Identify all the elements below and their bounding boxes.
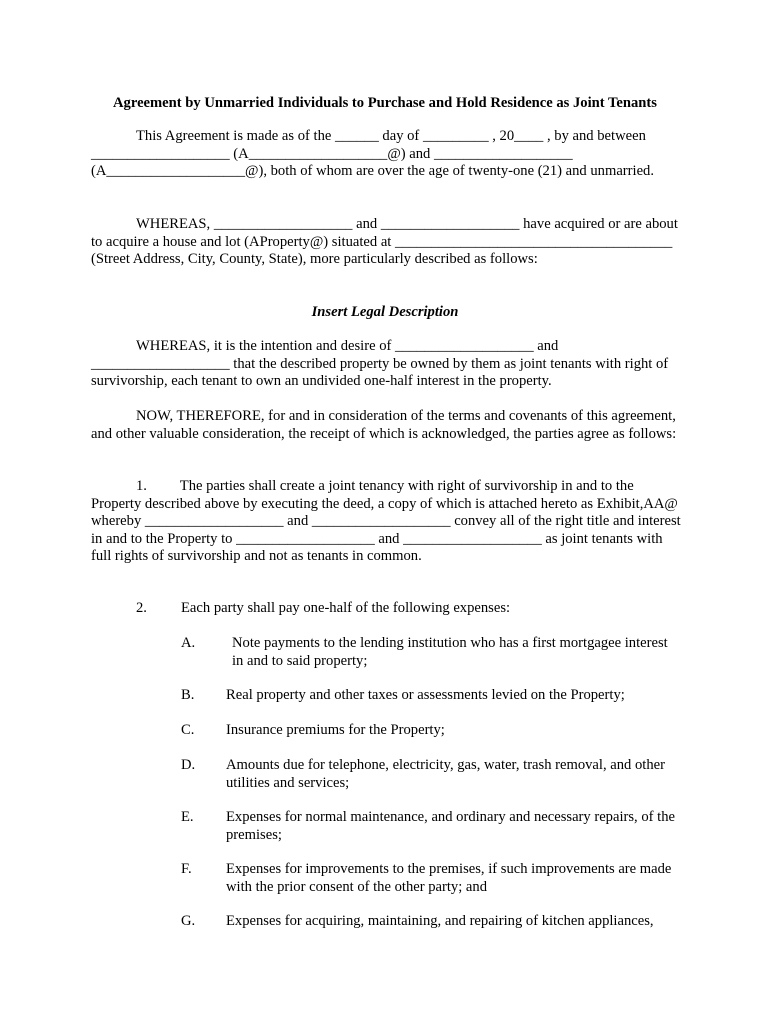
- item-label: F.: [181, 861, 192, 877]
- item-label: E.: [181, 809, 194, 825]
- item-text: Note payments to the lending institution who has a first mortgagee interest in and to said property;: [232, 635, 668, 669]
- whereas-property-paragraph: WHEREAS, ___________________ and ___________________ have acquired or are about to acquire a house and lot (AProperty@) situated at ______________________________________ (Street Address, City, County, State), more particularly described as follows:: [91, 216, 678, 268]
- section-2-number: 2.: [136, 600, 147, 616]
- intro-paragraph: This Agreement is made as of the ______ day of _________ , 20____ , by and between ___________________ (A___________________@) and ___________________ (A___________________@), both of whom are over the age of twenty-one (21) and unmarried.: [91, 128, 654, 180]
- section-1-text: The parties shall create a joint tenancy with right of survivorship in and to the Property described above by executing the deed, a copy of which is attached hereto as Exhibit,AA@ whereby ___________________ and ___________________ convey all of the right title and interest in and to the Property to ___________________ and ___________________ as joint tenants with full rights of survivorship and not as tenants in common.: [91, 478, 681, 565]
- section-2-text: Each party shall pay one-half of the following expenses:: [181, 600, 511, 616]
- now-therefore-paragraph: NOW, THEREFORE, for and in consideration of the terms and covenants of this agreement, and other valuable consideration, the receipt of which is acknowledged, the parties agree as follows:: [91, 408, 677, 442]
- item-label: C.: [181, 722, 195, 738]
- item-text: Expenses for acquiring, maintaining, and repairing of kitchen appliances,: [226, 913, 654, 929]
- item-label: A.: [181, 635, 196, 651]
- section-1-paragraph: [91, 478, 681, 566]
- item-text: Amounts due for telephone, electricity, gas, water, trash removal, and other utilities and services;: [226, 757, 665, 791]
- item-text: Insurance premiums for the Property;: [226, 722, 445, 738]
- item-text: Expenses for normal maintenance, and ordinary and necessary repairs, of the premises;: [226, 809, 675, 843]
- item-label: G.: [181, 913, 196, 929]
- item-text: Expenses for improvements to the premises, if such improvements are made with the prior consent of the other party; and: [226, 861, 672, 895]
- whereas-intention-paragraph: WHEREAS, it is the intention and desire of ___________________ and ___________________ that the described property be owned by them as joint tenants with right of survivorship, each tenant to own an undivided one-half interest in the property.: [91, 338, 669, 390]
- legal-description-heading: Insert Legal Description: [311, 304, 459, 320]
- item-label: D.: [181, 757, 196, 773]
- document-title: Agreement by Unmarried Individuals to Purchase and Hold Residence as Joint Tenants: [113, 95, 657, 111]
- item-label: B.: [181, 687, 195, 703]
- item-text: Real property and other taxes or assessments levied on the Property;: [226, 687, 625, 703]
- section-1-number: 1.: [136, 478, 147, 494]
